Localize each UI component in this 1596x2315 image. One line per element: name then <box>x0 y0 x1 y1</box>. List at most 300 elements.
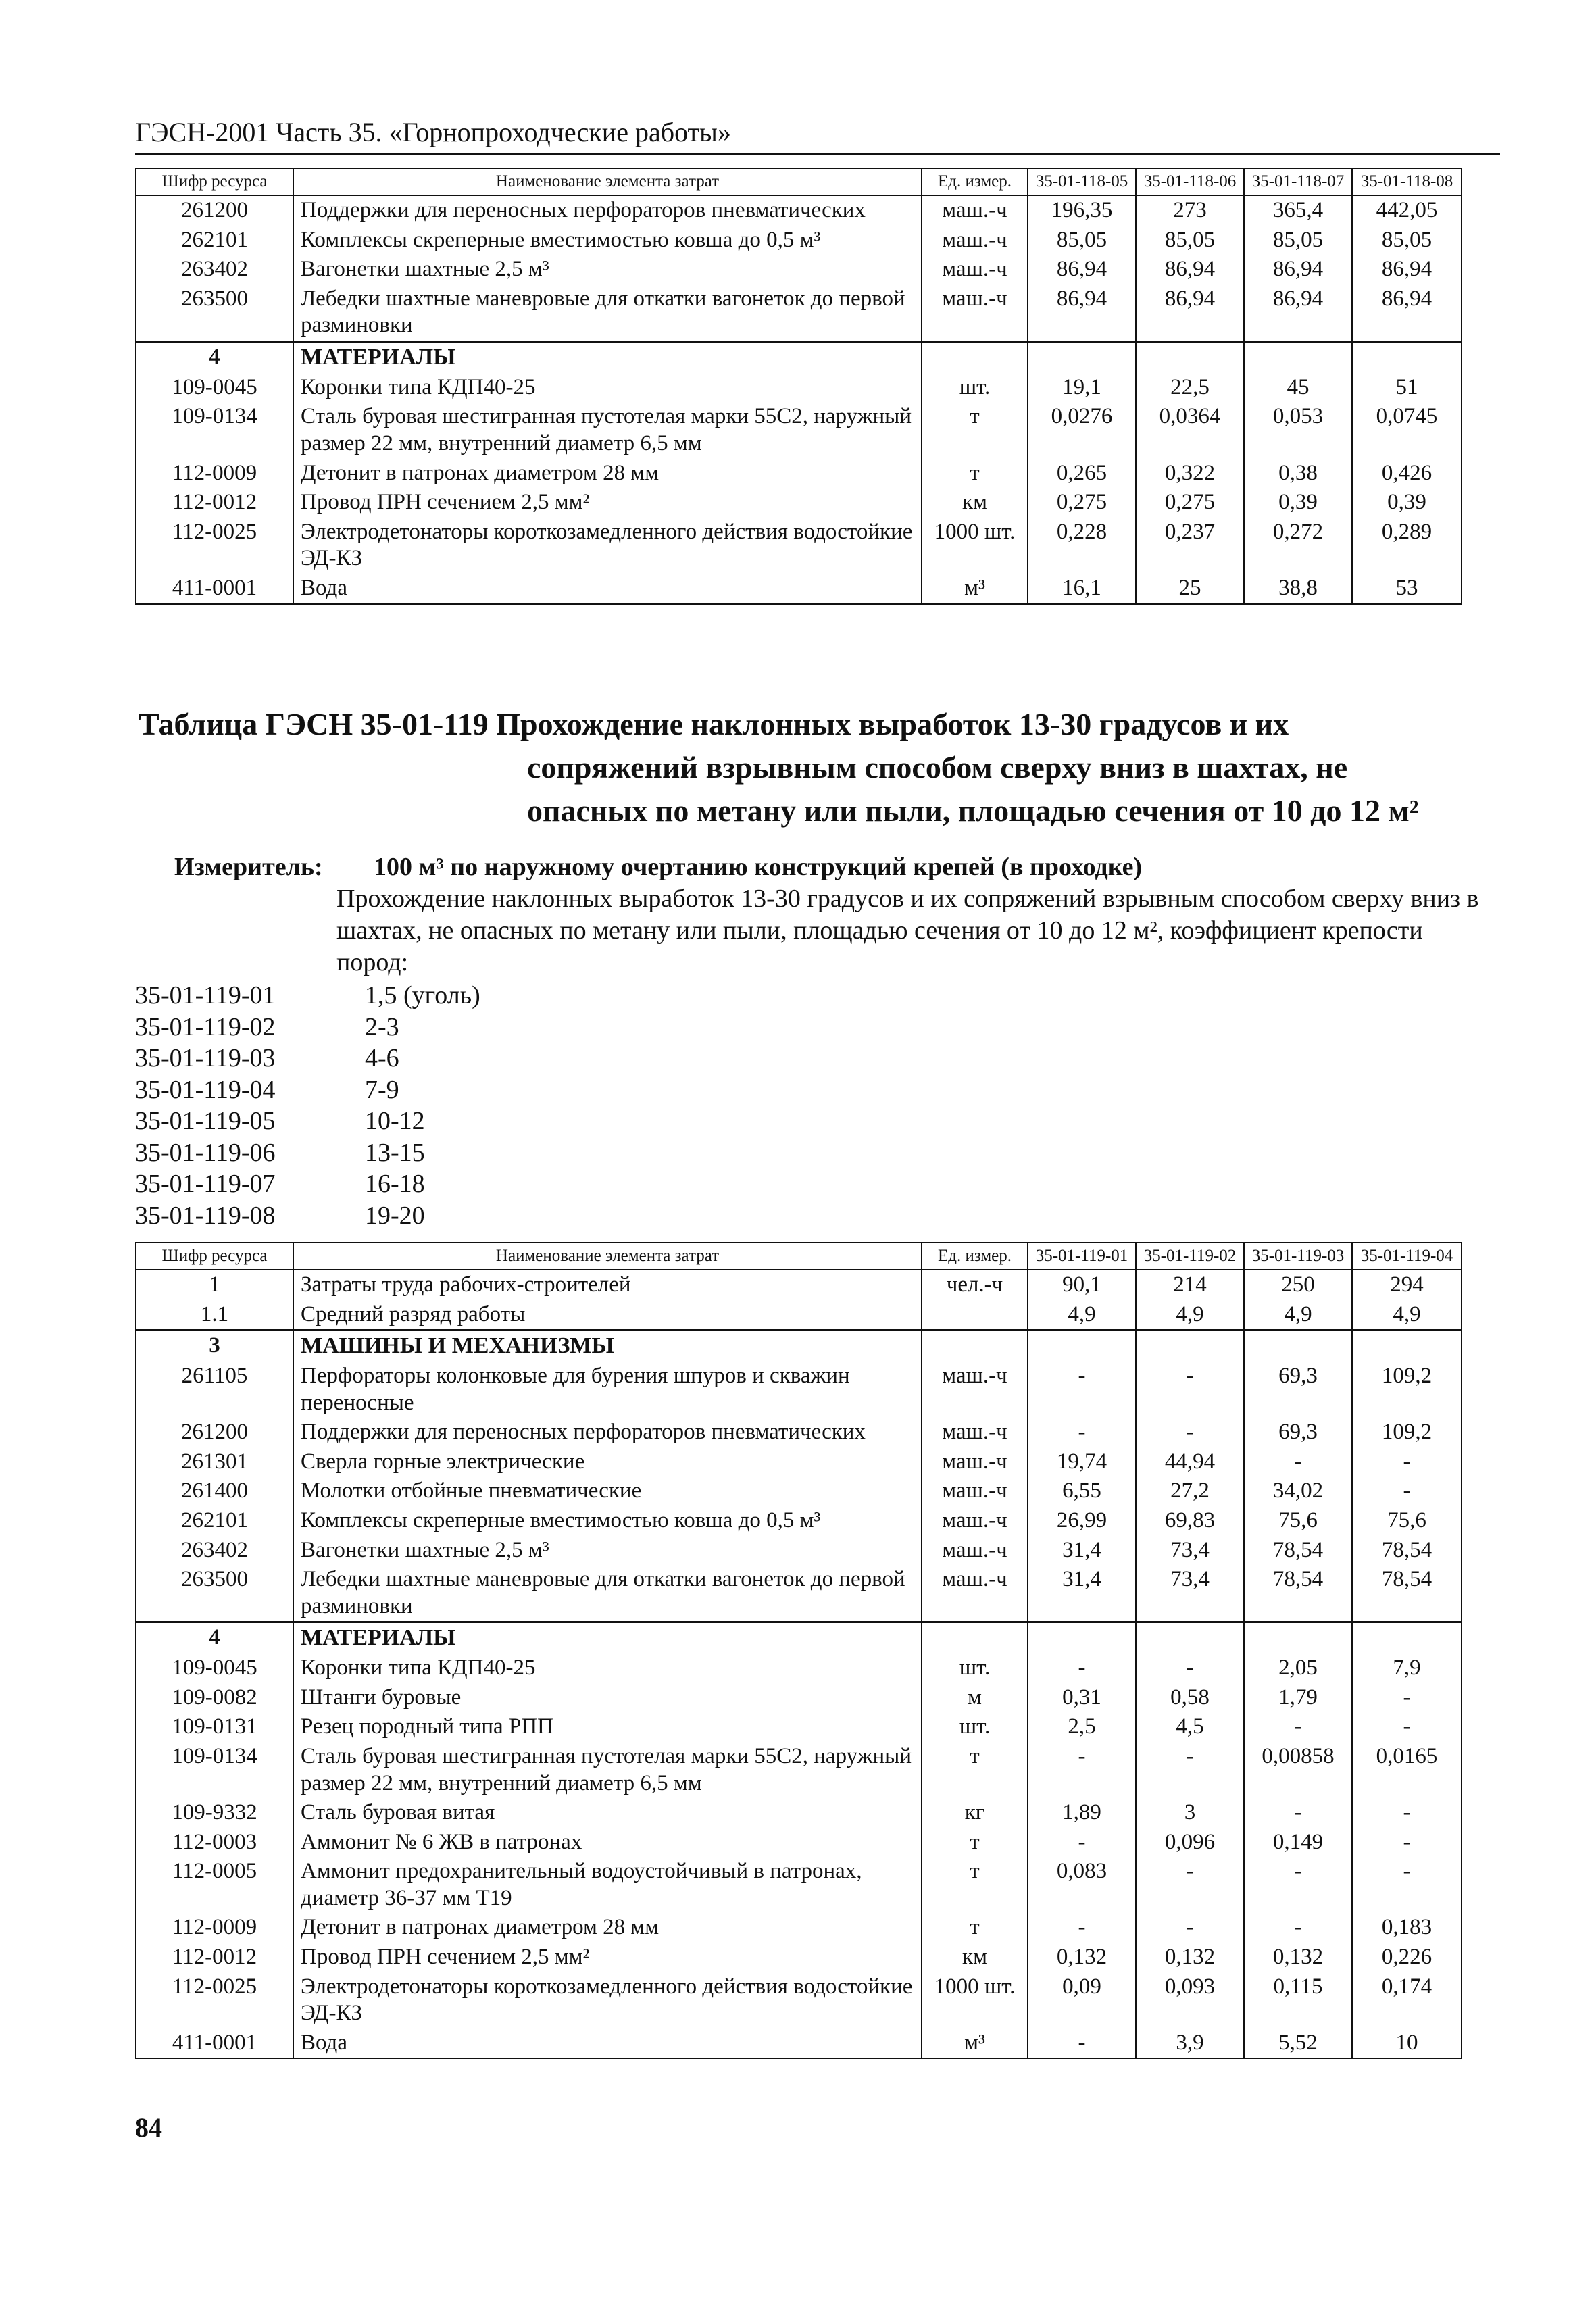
cell-value: 0,0165 <box>1352 1742 1462 1798</box>
norm-code-item <box>135 1168 480 1200</box>
cell-resource-code: 109-0134 <box>136 1742 293 1798</box>
cell-unit: маш.-ч <box>922 1536 1028 1566</box>
cell-resource-name: Детонит в патронах диаметром 28 мм <box>293 459 922 489</box>
cell-value: 0,289 <box>1352 518 1462 574</box>
cell-value <box>1028 341 1136 372</box>
cell-resource-code: 411-0001 <box>136 574 293 604</box>
cell-value: 45 <box>1244 373 1352 403</box>
cell-value: - <box>1136 1362 1244 1418</box>
table-row <box>136 1447 1462 1477</box>
cell-resource-code: 112-0012 <box>136 488 293 518</box>
cell-resource-name: Провод ПРН сечением 2,5 мм² <box>293 488 922 518</box>
cell-value: 31,4 <box>1028 1565 1136 1622</box>
cell-resource-name: Комплексы скреперные вместимостью ковша до 0,5 м³ <box>293 226 922 255</box>
table-row <box>136 1653 1462 1683</box>
table-row <box>136 1712 1462 1742</box>
resource-table-118 <box>135 168 1462 605</box>
cell-value: 365,4 <box>1244 195 1352 226</box>
cell-value: 10 <box>1352 2028 1462 2059</box>
cell-value: 273 <box>1136 195 1244 226</box>
cell-value: - <box>1028 1362 1136 1418</box>
rock-strength-value: 13-15 <box>365 1138 425 1167</box>
cell-value: 0,272 <box>1244 518 1352 574</box>
cell-value: 4,9 <box>1028 1300 1136 1330</box>
rock-strength-value: 10-12 <box>365 1107 425 1135</box>
cell-value: 51 <box>1352 373 1462 403</box>
rock-strength-value: 19-20 <box>365 1201 425 1230</box>
cell-value: - <box>1028 2028 1136 2059</box>
cell-value: - <box>1352 1712 1462 1742</box>
table-row <box>136 1913 1462 1943</box>
cell-resource-code: 109-9332 <box>136 1798 293 1828</box>
col-header-code: Шифр ресурса <box>136 1243 293 1270</box>
cell-resource-name: Аммонит предохранительный водоустойчивый в патронах, диаметр 36-37 мм Т19 <box>293 1857 922 1913</box>
cell-value: - <box>1244 1857 1352 1913</box>
cell-resource-name: Поддержки для переносных перфораторов пневматических <box>293 1418 922 1447</box>
table-row <box>136 518 1462 574</box>
cell-resource-code: 1.1 <box>136 1300 293 1330</box>
table-title-line-2: сопряжений взрывным способом сверху вниз в шахтах, не <box>527 750 1348 785</box>
rock-strength-value: 16-18 <box>365 1170 425 1198</box>
cell-unit: т <box>922 1828 1028 1858</box>
cell-value: - <box>1352 1447 1462 1477</box>
cell-value: 214 <box>1136 1270 1244 1300</box>
cell-value: - <box>1352 1828 1462 1858</box>
cell-unit: маш.-ч <box>922 1565 1028 1622</box>
cell-unit: м <box>922 1683 1028 1713</box>
cell-value: 38,8 <box>1244 574 1352 604</box>
cell-resource-code: 263500 <box>136 284 293 342</box>
cell-value: 0,265 <box>1028 459 1136 489</box>
cell-value: 3 <box>1136 1798 1244 1828</box>
section-title: МАШИНЫ И МЕХАНИЗМЫ <box>293 1330 922 1362</box>
cell-value: 0,053 <box>1244 402 1352 458</box>
cell-unit: чел.-ч <box>922 1270 1028 1300</box>
cell-value <box>1136 1622 1244 1653</box>
cell-value: - <box>1028 1418 1136 1447</box>
cell-unit: т <box>922 402 1028 458</box>
cell-unit: т <box>922 1913 1028 1943</box>
cell-resource-code: 263402 <box>136 255 293 284</box>
norm-code-item <box>135 1137 480 1169</box>
cell-value: 31,4 <box>1028 1536 1136 1566</box>
cell-value: - <box>1352 1476 1462 1506</box>
cell-value: 250 <box>1244 1270 1352 1300</box>
cell-value: - <box>1136 1653 1244 1683</box>
col-header-unit: Ед. измер. <box>922 168 1028 195</box>
cell-value: 0,174 <box>1352 1972 1462 2028</box>
cell-value: 75,6 <box>1244 1506 1352 1536</box>
cell-resource-name: Молотки отбойные пневматические <box>293 1476 922 1506</box>
norm-code-item <box>135 980 480 1012</box>
rock-strength-value: 2-3 <box>365 1012 399 1041</box>
cell-value: 86,94 <box>1028 284 1136 342</box>
cell-unit: маш.-ч <box>922 195 1028 226</box>
cell-value: 86,94 <box>1136 284 1244 342</box>
table-row <box>136 459 1462 489</box>
cell-value: 19,1 <box>1028 373 1136 403</box>
cell-value: 69,3 <box>1244 1418 1352 1447</box>
cell-value: 1,89 <box>1028 1798 1136 1828</box>
cell-unit: 1000 шт. <box>922 1972 1028 2028</box>
table-row <box>136 1536 1462 1566</box>
table-row <box>136 488 1462 518</box>
cell-unit: шт. <box>922 1712 1028 1742</box>
cell-unit: маш.-ч <box>922 226 1028 255</box>
cell-value: 2,5 <box>1028 1712 1136 1742</box>
cell-resource-code: 261301 <box>136 1447 293 1477</box>
cell-unit: км <box>922 488 1028 518</box>
table-title <box>139 703 1503 832</box>
section-code: 4 <box>136 1622 293 1653</box>
cell-value: 4,9 <box>1136 1300 1244 1330</box>
cell-value: 0,183 <box>1352 1913 1462 1943</box>
table-header-row <box>136 168 1462 195</box>
cell-value: - <box>1244 1913 1352 1943</box>
cell-resource-name: Резец породный типа РПП <box>293 1712 922 1742</box>
col-header-norm-3: 35-01-118-07 <box>1244 168 1352 195</box>
rock-strength-value: 4-6 <box>365 1044 399 1072</box>
cell-value: 86,94 <box>1028 255 1136 284</box>
cell-value: 0,132 <box>1136 1943 1244 1972</box>
col-header-code: Шифр ресурса <box>136 168 293 195</box>
col-header-name: Наименование элемента затрат <box>293 168 922 195</box>
cell-value: 0,426 <box>1352 459 1462 489</box>
cell-value: 6,55 <box>1028 1476 1136 1506</box>
cell-resource-name: Лебедки шахтные маневровые для откатки вагонеток до первой разминовки <box>293 284 922 342</box>
cell-value: 73,4 <box>1136 1536 1244 1566</box>
cell-value <box>1352 1330 1462 1362</box>
cell-unit <box>922 1622 1028 1653</box>
col-header-norm-3: 35-01-119-03 <box>1244 1243 1352 1270</box>
cell-value: - <box>1136 1418 1244 1447</box>
table-row <box>136 1300 1462 1330</box>
cell-value: 90,1 <box>1028 1270 1136 1300</box>
cell-value: 86,94 <box>1244 255 1352 284</box>
table-row <box>136 284 1462 342</box>
table-row <box>136 1857 1462 1913</box>
cell-value: 109,2 <box>1352 1362 1462 1418</box>
meter-label: Измеритель: <box>174 853 323 881</box>
cell-value: 0,0276 <box>1028 402 1136 458</box>
table-row <box>136 1565 1462 1622</box>
cell-value: 0,0745 <box>1352 402 1462 458</box>
norm-code: 35-01-119-08 <box>135 1201 276 1230</box>
table-header-row <box>136 1243 1462 1270</box>
col-header-norm-1: 35-01-118-05 <box>1028 168 1136 195</box>
norm-code: 35-01-119-03 <box>135 1044 276 1072</box>
table-row <box>136 1476 1462 1506</box>
norm-code: 35-01-119-06 <box>135 1138 276 1167</box>
norm-code: 35-01-119-04 <box>135 1075 276 1104</box>
cell-resource-code: 112-0005 <box>136 1857 293 1913</box>
cell-value: - <box>1028 1828 1136 1858</box>
cell-value: 85,05 <box>1028 226 1136 255</box>
cell-value: 25 <box>1136 574 1244 604</box>
cell-resource-name: Поддержки для переносных перфораторов пневматических <box>293 195 922 226</box>
cell-value: 85,05 <box>1136 226 1244 255</box>
cell-value: 0,39 <box>1352 488 1462 518</box>
cell-value: 73,4 <box>1136 1565 1244 1622</box>
cell-resource-code: 262101 <box>136 1506 293 1536</box>
cell-value: 0,096 <box>1136 1828 1244 1858</box>
cell-value: 0,322 <box>1136 459 1244 489</box>
cell-value: 0,39 <box>1244 488 1352 518</box>
cell-resource-name: Аммонит № 6 ЖВ в патронах <box>293 1828 922 1858</box>
cell-resource-name: Лебедки шахтные маневровые для откатки вагонеток до первой разминовки <box>293 1565 922 1622</box>
cell-value: - <box>1028 1742 1136 1798</box>
rock-strength-value: 7-9 <box>365 1075 399 1104</box>
cell-value: 0,132 <box>1028 1943 1136 1972</box>
cell-value: - <box>1352 1857 1462 1913</box>
cell-unit: кг <box>922 1798 1028 1828</box>
table-row <box>136 373 1462 403</box>
cell-value <box>1244 341 1352 372</box>
cell-resource-name: Электродетонаторы короткозамедленного действия водостойкие ЭД-КЗ <box>293 518 922 574</box>
cell-value: 0,115 <box>1244 1972 1352 2028</box>
cell-resource-name: Сталь буровая шестигранная пустотелая марки 55С2, наружный размер 22 мм, внутренний диаметр 6,5 мм <box>293 1742 922 1798</box>
section-row <box>136 1622 1462 1653</box>
cell-resource-code: 261105 <box>136 1362 293 1418</box>
cell-unit: 1000 шт. <box>922 518 1028 574</box>
cell-value: 26,99 <box>1028 1506 1136 1536</box>
cell-unit: маш.-ч <box>922 1447 1028 1477</box>
cell-value <box>1028 1330 1136 1362</box>
cell-resource-name: Вагонетки шахтные 2,5 м³ <box>293 255 922 284</box>
cell-resource-code: 263402 <box>136 1536 293 1566</box>
norm-code: 35-01-119-07 <box>135 1170 276 1198</box>
cell-value: - <box>1136 1742 1244 1798</box>
cell-unit <box>922 1330 1028 1362</box>
cell-value: 69,83 <box>1136 1506 1244 1536</box>
cell-value <box>1136 341 1244 372</box>
norm-code: 35-01-119-05 <box>135 1107 276 1135</box>
cell-value <box>1244 1622 1352 1653</box>
table-row <box>136 1683 1462 1713</box>
cell-value: 19,74 <box>1028 1447 1136 1477</box>
cell-value: 0,09 <box>1028 1972 1136 2028</box>
cell-resource-name: Перфораторы колонковые для бурения шпуров и скважин переносные <box>293 1362 922 1418</box>
cell-value: 27,2 <box>1136 1476 1244 1506</box>
cell-unit: т <box>922 1742 1028 1798</box>
cell-value: 0,132 <box>1244 1943 1352 1972</box>
cell-value: 294 <box>1352 1270 1462 1300</box>
cell-value: 196,35 <box>1028 195 1136 226</box>
cell-unit: маш.-ч <box>922 1418 1028 1447</box>
cell-value: 0,0364 <box>1136 402 1244 458</box>
cell-resource-code: 261200 <box>136 1418 293 1447</box>
col-header-norm-4: 35-01-119-04 <box>1352 1243 1462 1270</box>
cell-value: 3,9 <box>1136 2028 1244 2059</box>
table-row <box>136 1506 1462 1536</box>
cell-value: 69,3 <box>1244 1362 1352 1418</box>
cell-resource-name: Вагонетки шахтные 2,5 м³ <box>293 1536 922 1566</box>
cell-resource-code: 112-0012 <box>136 1943 293 1972</box>
section-title: МАТЕРИАЛЫ <box>293 1622 922 1653</box>
cell-value: 22,5 <box>1136 373 1244 403</box>
cell-unit <box>922 341 1028 372</box>
cell-value: 0,31 <box>1028 1683 1136 1713</box>
col-header-norm-2: 35-01-119-02 <box>1136 1243 1244 1270</box>
table-row <box>136 1270 1462 1300</box>
cell-resource-code: 109-0045 <box>136 373 293 403</box>
cell-resource-name: Детонит в патронах диаметром 28 мм <box>293 1913 922 1943</box>
cell-value: 0,226 <box>1352 1943 1462 1972</box>
cell-value <box>1352 341 1462 372</box>
norm-code-item <box>135 1012 480 1043</box>
cell-value: - <box>1352 1798 1462 1828</box>
cell-value: 0,237 <box>1136 518 1244 574</box>
section-row <box>136 341 1462 372</box>
table-row <box>136 1362 1462 1418</box>
cell-value: 4,5 <box>1136 1712 1244 1742</box>
cell-resource-code: 109-0134 <box>136 402 293 458</box>
cell-unit: т <box>922 1857 1028 1913</box>
cell-resource-code: 112-0009 <box>136 459 293 489</box>
table-row <box>136 1742 1462 1798</box>
cell-value: 0,083 <box>1028 1857 1136 1913</box>
cell-value: 4,9 <box>1352 1300 1462 1330</box>
cell-resource-name: Штанги буровые <box>293 1683 922 1713</box>
cell-value: 442,05 <box>1352 195 1462 226</box>
cell-value: 85,05 <box>1352 226 1462 255</box>
cell-value: 0,275 <box>1136 488 1244 518</box>
cell-value: 1,79 <box>1244 1683 1352 1713</box>
cell-unit: маш.-ч <box>922 1506 1028 1536</box>
rock-strength-value: 1,5 (уголь) <box>365 981 480 1010</box>
meter-block <box>174 851 1499 978</box>
col-header-unit: Ед. измер. <box>922 1243 1028 1270</box>
cell-value: 0,00858 <box>1244 1742 1352 1798</box>
cell-value <box>1352 1622 1462 1653</box>
table-row <box>136 1828 1462 1858</box>
cell-resource-code: 109-0082 <box>136 1683 293 1713</box>
cell-resource-code: 411-0001 <box>136 2028 293 2059</box>
cell-value: 16,1 <box>1028 574 1136 604</box>
cell-value: 0,275 <box>1028 488 1136 518</box>
cell-value: 86,94 <box>1352 255 1462 284</box>
cell-value: - <box>1244 1712 1352 1742</box>
cell-resource-name: Электродетонаторы короткозамедленного действия водостойкие ЭД-КЗ <box>293 1972 922 2028</box>
cell-value: 86,94 <box>1136 255 1244 284</box>
table-row <box>136 226 1462 255</box>
cell-value <box>1028 1622 1136 1653</box>
cell-value: 4,9 <box>1244 1300 1352 1330</box>
cell-unit: км <box>922 1943 1028 1972</box>
cell-value: - <box>1244 1798 1352 1828</box>
cell-unit: т <box>922 459 1028 489</box>
cell-resource-name: Провод ПРН сечением 2,5 мм² <box>293 1943 922 1972</box>
cell-resource-name: Сталь буровая витая <box>293 1798 922 1828</box>
cell-unit: м³ <box>922 574 1028 604</box>
cell-resource-code: 112-0025 <box>136 518 293 574</box>
cell-resource-name: Сверла горные электрические <box>293 1447 922 1477</box>
cell-unit: шт. <box>922 373 1028 403</box>
cell-resource-name: Вода <box>293 574 922 604</box>
cell-value: - <box>1136 1857 1244 1913</box>
cell-value: 5,52 <box>1244 2028 1352 2059</box>
norm-code: 35-01-119-01 <box>135 981 276 1010</box>
cell-unit: маш.-ч <box>922 255 1028 284</box>
section-row <box>136 1330 1462 1362</box>
table-row <box>136 1418 1462 1447</box>
cell-resource-code: 109-0045 <box>136 1653 293 1683</box>
cell-value: 0,38 <box>1244 459 1352 489</box>
table-row <box>136 1972 1462 2028</box>
cell-value: 0,093 <box>1136 1972 1244 2028</box>
cell-resource-name: Средний разряд работы <box>293 1300 922 1330</box>
cell-value: 85,05 <box>1244 226 1352 255</box>
cell-unit: м³ <box>922 2028 1028 2059</box>
cell-resource-code: 261200 <box>136 195 293 226</box>
cell-value: 0,228 <box>1028 518 1136 574</box>
cell-unit <box>922 1300 1028 1330</box>
cell-value: 75,6 <box>1352 1506 1462 1536</box>
cell-value: 0,58 <box>1136 1683 1244 1713</box>
cell-resource-code: 112-0009 <box>136 1913 293 1943</box>
cell-value: 78,54 <box>1244 1536 1352 1566</box>
table-row <box>136 402 1462 458</box>
table-title-line-3: опасных по метану или пыли, площадью сечения от 10 до 12 м² <box>527 793 1419 828</box>
cell-value: - <box>1244 1447 1352 1477</box>
cell-resource-code: 112-0025 <box>136 1972 293 2028</box>
section-code: 3 <box>136 1330 293 1362</box>
meter-description: Прохождение наклонных выработок 13-30 градусов и их сопряжений взрывным способом сверху вниз в шахтах, не опасных по метану или пыли, площадью сечения от 10 до 12 м², коэффициент крепости пород: <box>336 885 1479 976</box>
cell-value: 78,54 <box>1352 1565 1462 1622</box>
cell-value <box>1244 1330 1352 1362</box>
norm-code-item <box>135 1105 480 1137</box>
cell-resource-code: 263500 <box>136 1565 293 1622</box>
cell-resource-name: Коронки типа КДП40-25 <box>293 1653 922 1683</box>
cell-resource-code: 261400 <box>136 1476 293 1506</box>
table-row <box>136 195 1462 226</box>
section-title: МАТЕРИАЛЫ <box>293 341 922 372</box>
norm-code-item <box>135 1043 480 1074</box>
section-code: 4 <box>136 341 293 372</box>
table-row <box>136 1943 1462 1972</box>
cell-resource-code: 262101 <box>136 226 293 255</box>
cell-value: 0,149 <box>1244 1828 1352 1858</box>
meter-value: 100 м³ по наружному очертанию конструкций крепей (в проходке) <box>374 853 1143 881</box>
cell-resource-code: 109-0131 <box>136 1712 293 1742</box>
cell-value: 2,05 <box>1244 1653 1352 1683</box>
resource-table-119 <box>135 1242 1462 2059</box>
cell-resource-name: Затраты труда рабочих-строителей <box>293 1270 922 1300</box>
norm-code-list <box>135 980 480 1231</box>
cell-resource-name: Сталь буровая шестигранная пустотелая марки 55С2, наружный размер 22 мм, внутренний диаметр 6,5 мм <box>293 402 922 458</box>
cell-unit: шт. <box>922 1653 1028 1683</box>
cell-value: 34,02 <box>1244 1476 1352 1506</box>
cell-resource-name: Вода <box>293 2028 922 2059</box>
cell-value: - <box>1352 1683 1462 1713</box>
cell-value: 44,94 <box>1136 1447 1244 1477</box>
table-row <box>136 574 1462 604</box>
cell-value: 109,2 <box>1352 1418 1462 1447</box>
cell-value: 53 <box>1352 574 1462 604</box>
col-header-name: Наименование элемента затрат <box>293 1243 922 1270</box>
cell-resource-name: Коронки типа КДП40-25 <box>293 373 922 403</box>
table-row <box>136 2028 1462 2059</box>
cell-value: - <box>1136 1913 1244 1943</box>
col-header-norm-1: 35-01-119-01 <box>1028 1243 1136 1270</box>
cell-value: 7,9 <box>1352 1653 1462 1683</box>
norm-code-item <box>135 1200 480 1232</box>
cell-value: 78,54 <box>1352 1536 1462 1566</box>
cell-resource-code: 1 <box>136 1270 293 1300</box>
cell-value <box>1136 1330 1244 1362</box>
cell-value: 86,94 <box>1244 284 1352 342</box>
cell-value: - <box>1028 1653 1136 1683</box>
